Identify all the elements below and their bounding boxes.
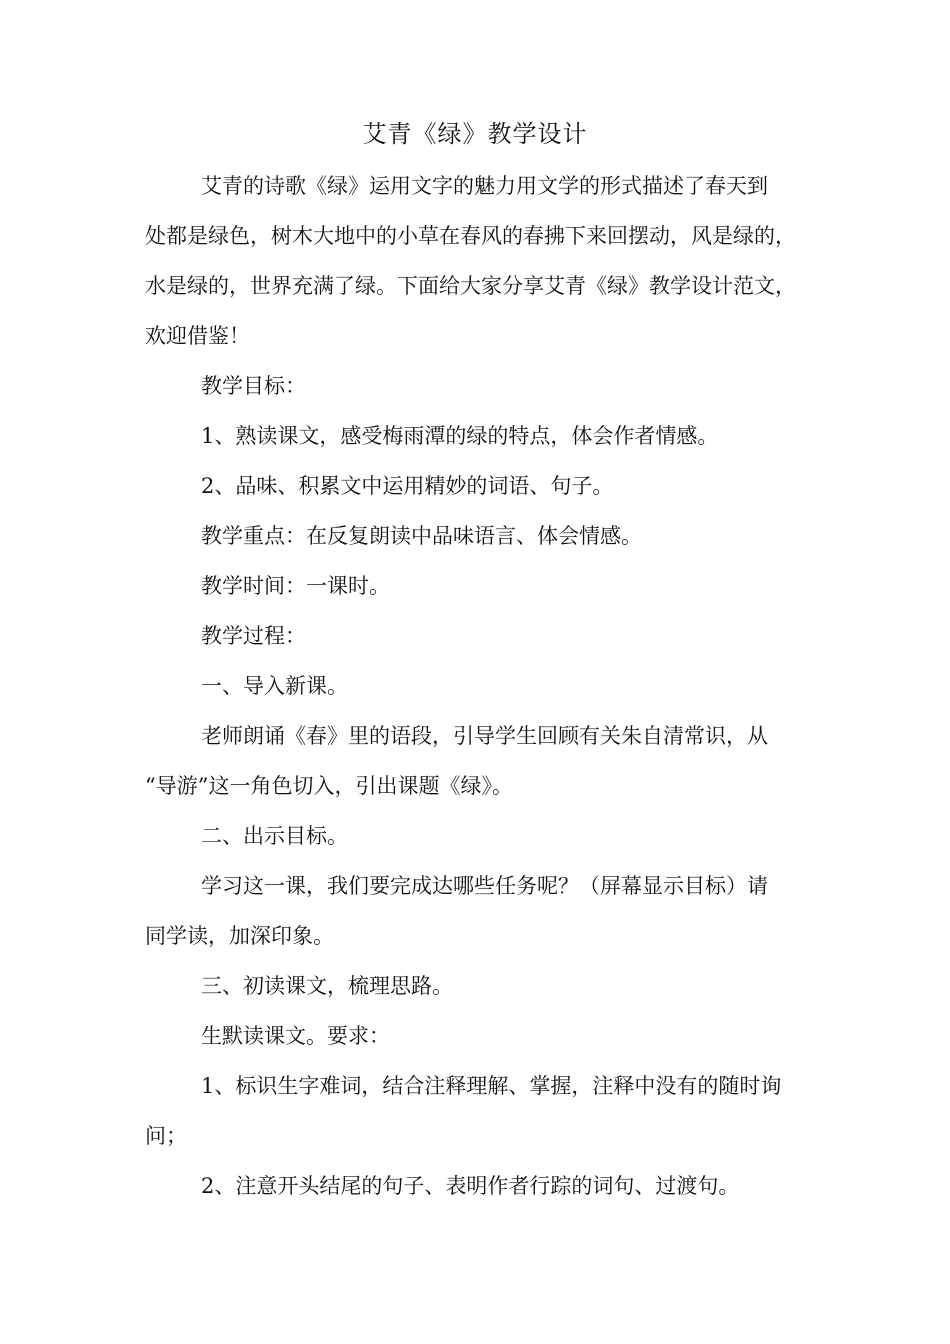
task-line-2: 同学读，加深印象。: [145, 924, 334, 948]
section-intro-new-lesson: 一、导入新课。: [201, 674, 348, 698]
teaching-goals-heading: 教学目标：: [201, 374, 306, 398]
teaching-time: 教学时间：一课时。: [201, 574, 390, 598]
requirement-1-line-1: 1、标识生字难词，结合注释理解、掌握，注释中没有的随时询: [201, 1074, 782, 1098]
teaching-process-heading: 教学过程：: [201, 624, 306, 648]
intro-line-1: 艾青的诗歌《绿》运用文字的魅力用文学的形式描述了春天到: [201, 174, 768, 198]
goal-item-2: 2、品味、积累文中运用精妙的词语、句子。: [201, 474, 614, 498]
recite-line-1: 老师朗诵《春》里的语段，引导学生回顾有关朱自清常识，从: [201, 724, 768, 748]
section-first-reading: 三、初读课文，梳理思路。: [201, 974, 453, 998]
intro-line-4: 欢迎借鉴！: [145, 324, 250, 348]
intro-line-2: 处都是绿色，树木大地中的小草在春风的春拂下来回摆动，风是绿的，: [145, 224, 796, 248]
requirement-2: 2、注意开头结尾的句子、表明作者行踪的词句、过渡句。: [201, 1174, 740, 1198]
silent-reading-requirements: 生默读课文。要求：: [201, 1024, 390, 1048]
intro-line-3: 水是绿的，世界充满了绿。下面给大家分享艾青《绿》教学设计范文，: [145, 274, 796, 298]
requirement-1-line-2: 问；: [145, 1124, 187, 1148]
teaching-focus: 教学重点：在反复朗读中品味语言、体会情感。: [201, 524, 642, 548]
recite-line-2: “导游”这一角色切入，引出课题《绿》。: [145, 774, 513, 798]
section-show-goals: 二、出示目标。: [201, 824, 348, 848]
task-line-1: 学习这一课，我们要完成达哪些任务呢？（屏幕显示目标）请: [201, 874, 768, 898]
goal-item-1: 1、熟读课文，感受梅雨潭的绿的特点，体会作者情感。: [201, 424, 719, 448]
document-title: 艾青《绿》教学设计: [362, 120, 588, 148]
